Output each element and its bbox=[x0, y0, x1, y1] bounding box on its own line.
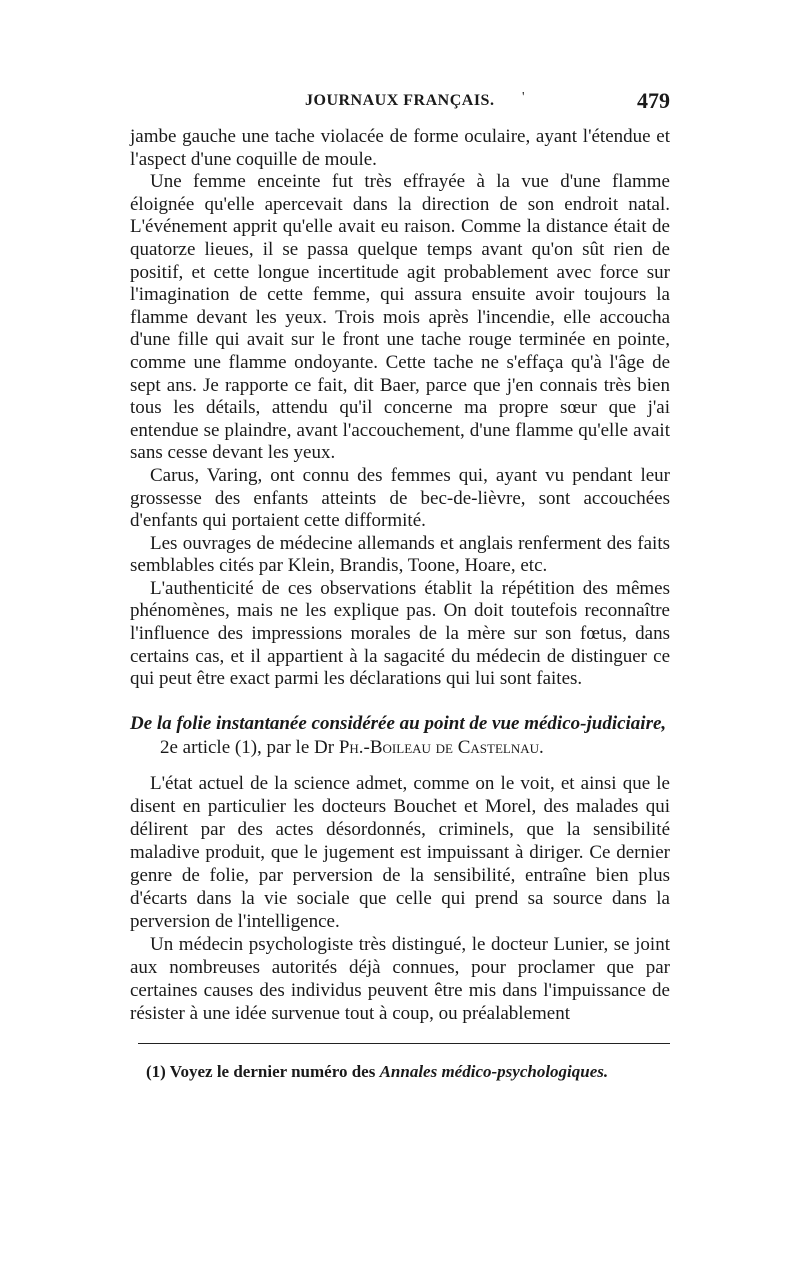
paragraph: Un médecin psychologiste très distingué, le docteur Lunier, se joint aux nombreuses autorités déjà connues, pour proclamer que par certaines causes des individus peuvent être mis dans l'impuissance de résister à une idée survenue tout à coup, ou préalablement bbox=[130, 934, 670, 1024]
running-head-mark: ' bbox=[522, 90, 525, 105]
section-heading bbox=[130, 712, 670, 760]
paragraph: L'authenticité de ces observations établit la répétition des mêmes phénomènes, mais ne les explique pas. On doit toutefois reconnaître l'influence des impressions morales de la mère sur son fœtus, dans certains cas, et il appartient à la sagacité du médecin de distinguer ce qui peut être exact parmi les déclarations qui lui sont faites. bbox=[130, 577, 670, 690]
body-text-top bbox=[130, 126, 670, 691]
footnote-text: (1) Voyez le dernier numéro des bbox=[146, 1062, 380, 1081]
section-byline bbox=[130, 736, 670, 760]
running-title: JOURNAUX FRANÇAIS. bbox=[305, 92, 495, 109]
paragraph: Une femme enceinte fut très effrayée à la vue d'une flamme éloignée qu'elle apercevait dans la direction de son endroit natal. L'événement apprit qu'elle avait eu raison. Comme la distance était de quatorze lieues, il se passa quelque temps avant qu'on sût rien de positif, et cette longue incertitude agit probablement avec force sur l'imagination de cette femme, qui assura ensuite avoir toujours la flamme devant les yeux. Trois mois après l'incendie, elle accoucha d'une fille qui avait sur le front une tache rouge terminée en pointe, comme une flamme ondoyante. Cette tache ne s'effaça qu'à l'âge de sept ans. Je rapporte ce fait, dit Baer, parce que j'en connais très bien tous les détails, attendu qu'il concerne ma propre sœur que j'ai entendue se plaindre, avant l'accouchement, d'une flamme qu'elle avait sans cesse devant les yeux. bbox=[130, 171, 670, 464]
page-number: 479 bbox=[637, 88, 670, 113]
section-subtitle: 2e article (1), par le Dr bbox=[160, 737, 339, 758]
paragraph: L'état actuel de la science admet, comme on le voit, et ainsi que le disent en particulier les docteurs Bouchet et Morel, des malades qui délirent par des actes désordonnés, criminels, que la sensibilité maladive produit, que le jugement est impuissant à diriger. Ce dernier genre de folie, par perversion de la sensibilité, entraîne bien plus d'écarts dans la vie sociale que celle qui prend sa source dans la perversion de l'intelligence. bbox=[130, 773, 670, 932]
paragraph: jambe gauche une tache violacée de forme oculaire, ayant l'étendue et l'aspect d'une coquille de moule. bbox=[130, 126, 670, 170]
footnote-journal: Annales médico-psychologiques. bbox=[379, 1062, 609, 1081]
running-head bbox=[130, 88, 670, 118]
footnote-divider bbox=[138, 1043, 670, 1044]
paragraph: Les ouvrages de médecine allemands et anglais renferment des faits semblables cités par Klein, Brandis, Toone, Hoare, etc. bbox=[130, 532, 670, 577]
paragraph: Carus, Varing, ont connu des femmes qui, ayant vu pendant leur grossesse des enfants atteints de bec-de-lièvre, sont accouchées d'enfants qui portaient cette difformité. bbox=[130, 464, 670, 532]
section-author: Ph.-Boileau de Castelnau. bbox=[338, 737, 544, 758]
body-text-bottom bbox=[130, 772, 670, 1025]
footnote bbox=[146, 1062, 666, 1082]
section-title: De la folie instantanée considérée au point de vue médico-judiciaire, bbox=[130, 713, 667, 734]
